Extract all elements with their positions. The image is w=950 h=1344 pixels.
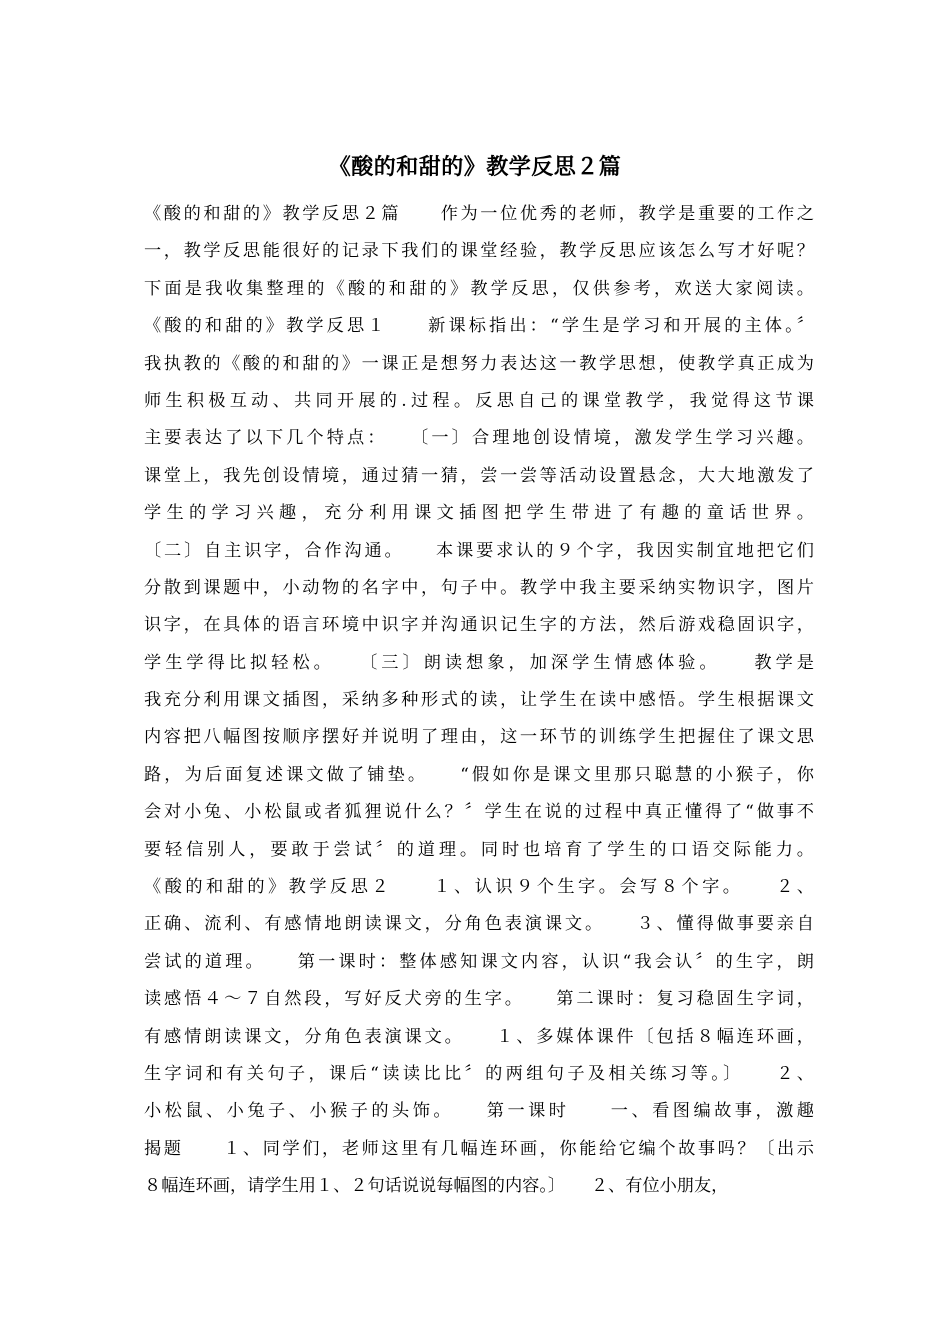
paragraph-line: 有感情朗读课文，分角色表演课文。 １、多媒体课件〔包括８幅连环画，	[144, 1026, 814, 1047]
paragraph-line: 学生的学习兴趣，充分利用课文插图把学生带进了有趣的童话世界。	[144, 503, 814, 524]
paragraph-line: 路，为后面复述课文做了铺垫。 “假如你是课文里那只聪慧的小猴子，你	[144, 764, 814, 785]
paragraph-line: 揭题 １、同学们，老师这里有几幅连环画，你能给它编个故事吗？〔出示	[144, 1138, 814, 1159]
paragraph-line: 尝试的道理。 第一课时：整体感知课文内容，认识“我会认〞的生字，朗	[144, 951, 814, 972]
paragraph-line: 识字，在具体的语言环境中识字并沟通识记生字的方法，然后游戏稳固识字，	[144, 615, 814, 636]
paragraph-line: 《酸的和甜的》教学反思２ １、认识９个生字。会写８个字。 ２、	[144, 877, 814, 898]
paragraph-line: 我充分利用课文插图，采纳多种形式的读，让学生在读中感悟。学生根据课文	[144, 690, 814, 711]
paragraph-line: 生字词和有关句子，课后“读读比比〞的两组句子及相关练习等。〕 ２、	[144, 1063, 814, 1084]
paragraph-line: 《酸的和甜的》教学反思１ 新课标指出：“学生是学习和开展的主体。〞	[144, 316, 814, 337]
paragraph-line: 分散到课题中，小动物的名字中，句子中。教学中我主要采纳实物识字，图片	[144, 577, 814, 598]
paragraph-line: 课堂上，我先创设情境，通过猜一猜，尝一尝等活动设置悬念，大大地激发了	[144, 465, 814, 486]
document-body	[144, 196, 814, 1206]
paragraph-line: 学生学得比拟轻松。 〔三〕朗读想象，加深学生情感体验。 教学是	[144, 652, 814, 673]
paragraph-line: 师生积极互动、共同开展的.过程。反思自己的课堂教学，我觉得这节课	[144, 390, 814, 411]
paragraph-line: 《酸的和甜的》教学反思２篇 作为一位优秀的老师，教学是重要的工作之	[144, 204, 814, 224]
paragraph-line: 我执教的《酸的和甜的》一课正是想努力表达这一教学思想，使教学真正成为	[144, 353, 814, 374]
paragraph-line: 读感悟４～７自然段，写好反犬旁的生字。 第二课时：复习稳固生字词，	[144, 989, 814, 1010]
paragraph-line: 要轻信别人，要敢于尝试〞的道理。同时也培育了学生的口语交际能力。	[144, 839, 814, 860]
paragraph-line: 主要表达了以下几个特点： 〔一〕合理地创设情境，激发学生学习兴趣。	[144, 428, 814, 449]
paragraph-line: 一，教学反思能很好的记录下我们的课堂经验，教学反思应该怎么写才好呢？	[144, 241, 814, 262]
paragraph-line: 小松鼠、小兔子、小猴子的头饰。 第一课时 一、看图编故事，激趣	[144, 1101, 814, 1122]
paragraph-line: 内容把八幅图按顺序摆好并说明了理由，这一环节的训练学生把握住了课文思	[144, 727, 814, 748]
paragraph-line: ８幅连环画，请学生用１、２句话说说每幅图的内容。〕 ２、有位小朋友，	[144, 1176, 729, 1197]
paragraph-line: 〔二〕自主识字，合作沟通。 本课要求认的９个字，我因实制宜地把它们	[144, 540, 814, 561]
paragraph-line: 下面是我收集整理的《酸的和甜的》教学反思，仅供参考，欢送大家阅读。	[144, 278, 814, 299]
paragraph-line: 会对小兔、小松鼠或者狐狸说什么？〞学生在说的过程中真正懂得了“做事不	[144, 802, 814, 823]
document-title: 《酸的和甜的》教学反思２篇	[328, 155, 622, 180]
paragraph-line: 正确、流利、有感情地朗读课文，分角色表演课文。 ３、懂得做事要亲自	[144, 914, 814, 935]
